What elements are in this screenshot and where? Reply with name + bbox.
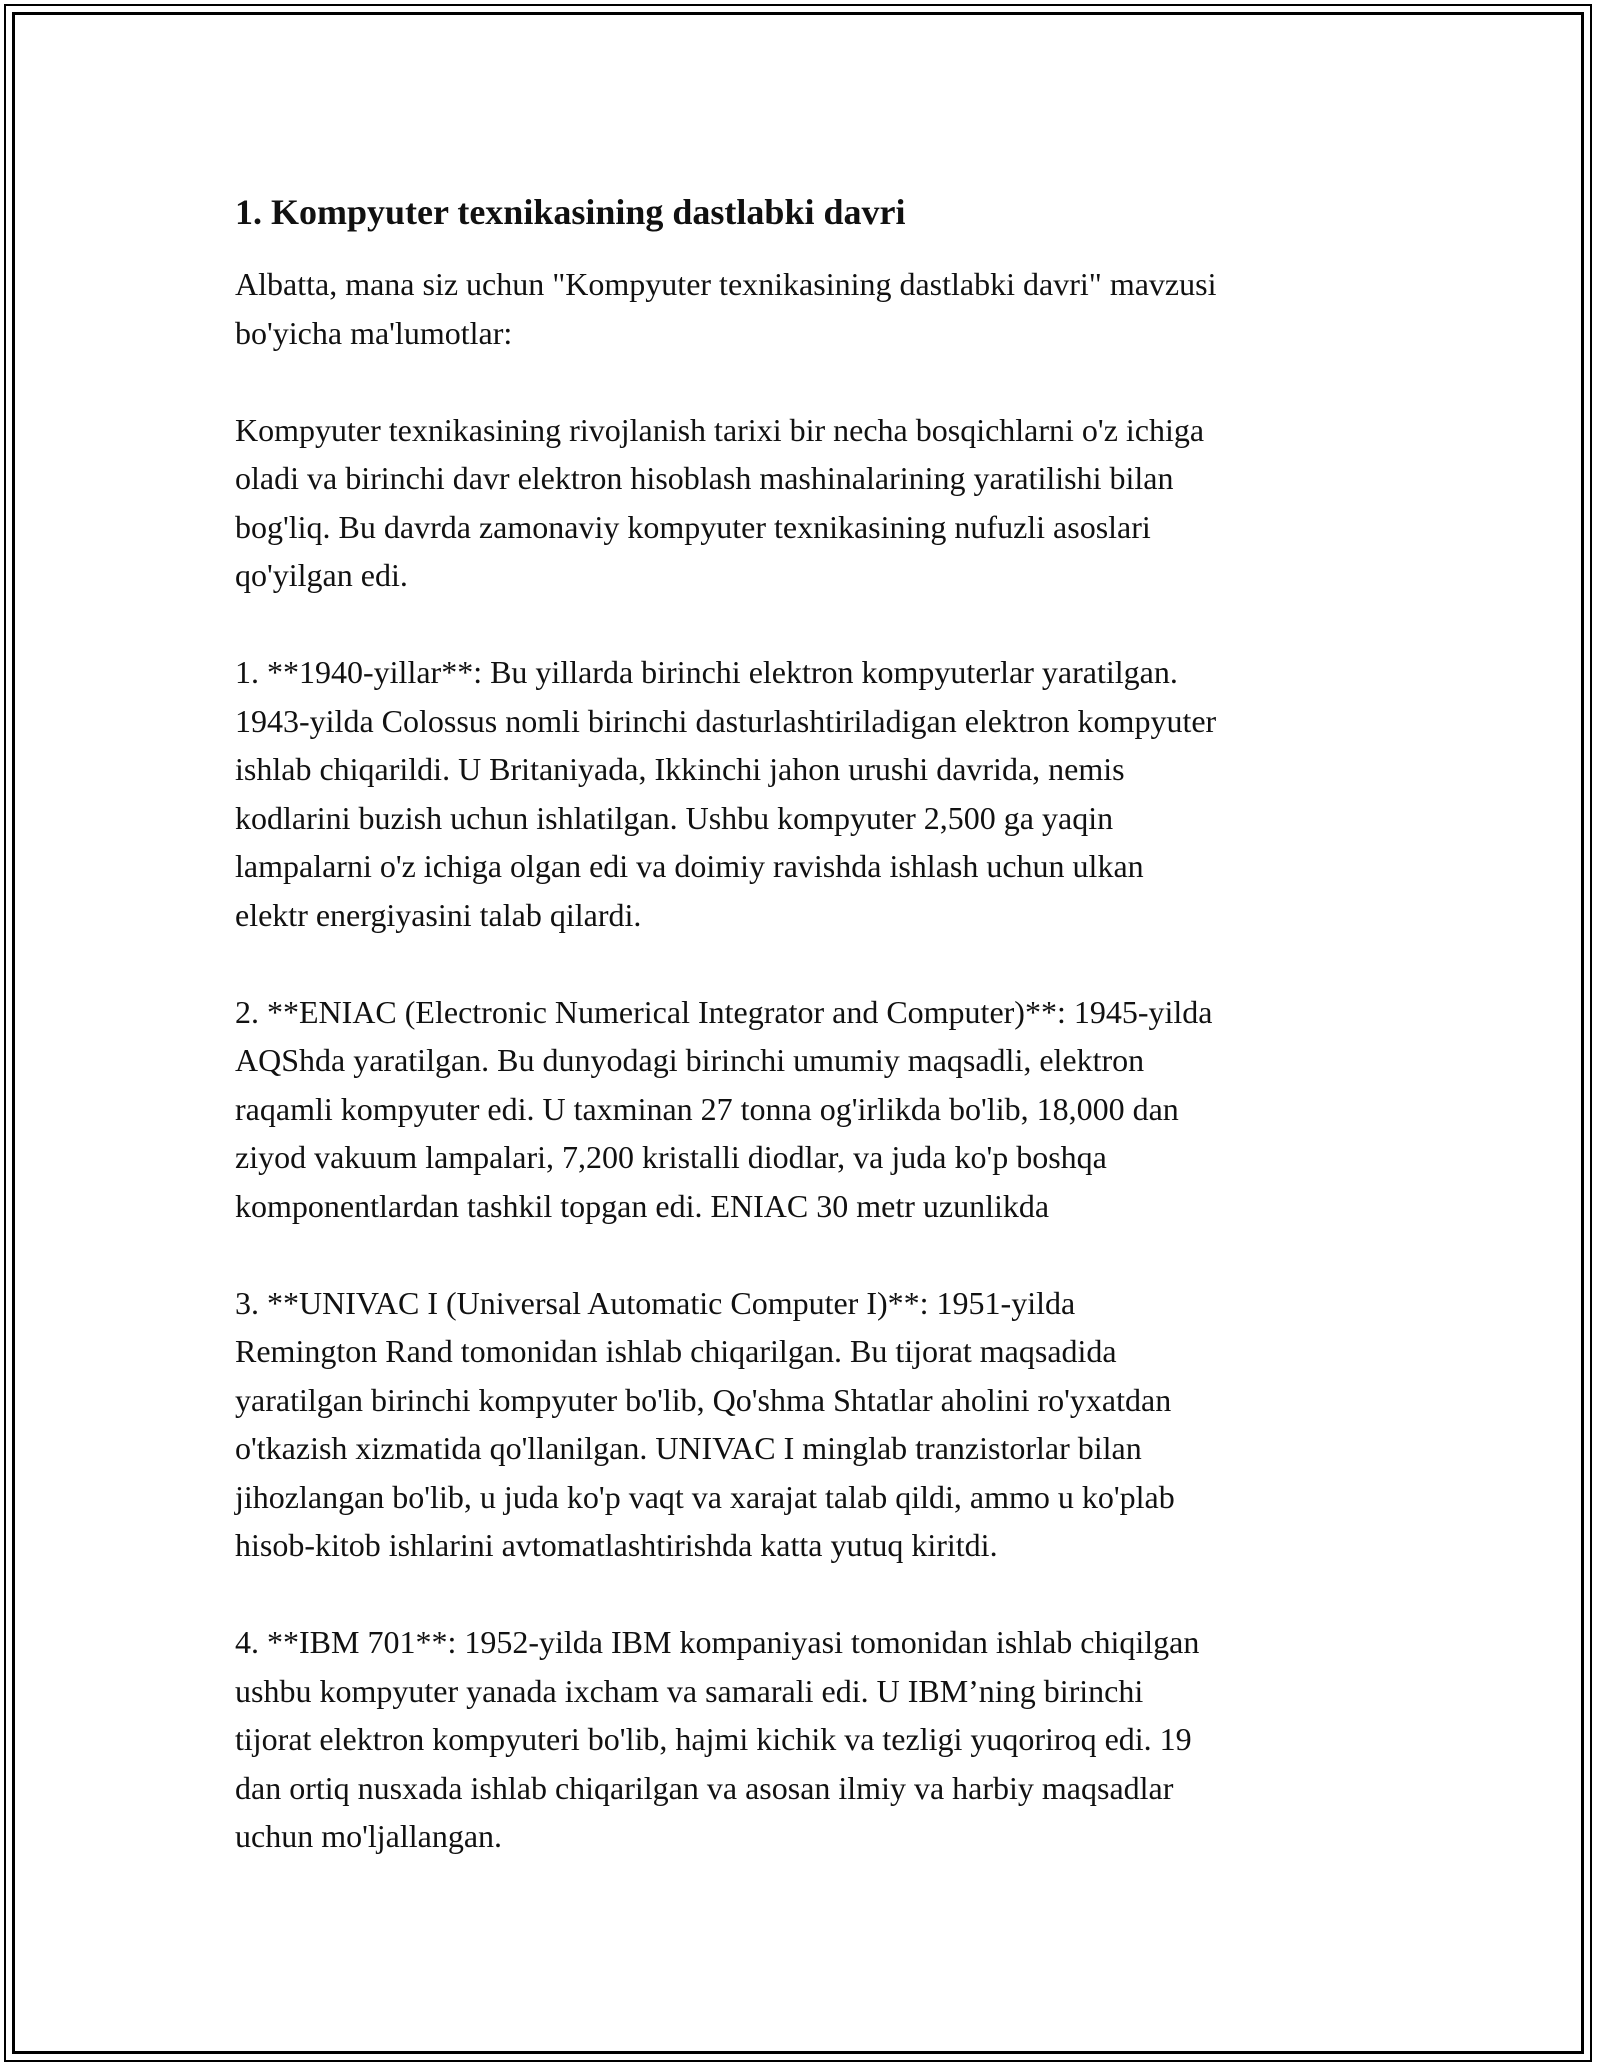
text-line: raqamli kompyuter edi. U taxminan 27 tonna og'irlikda bo'lib, 18,000 dan — [235, 1090, 1179, 1127]
text-line: Remington Rand tomonidan ishlab chiqarilgan. Bu tijorat maqsadida — [235, 1333, 1117, 1369]
text-line: dan ortiq nusxada ishlab chiqarilgan va asosan ilmiy va harbiy maqsadlar — [235, 1769, 1174, 1806]
document-title: 1. Kompyuter texnikasining dastlabki davri — [235, 192, 906, 232]
text-line: bog'liq. Bu davrda zamonaviy kompyuter texnikasining nufuzli asoslari — [235, 508, 1151, 545]
text-line: ziyod vakuum lampalari, 7,200 kristalli diodlar, va juda ko'p boshqa — [235, 1139, 1107, 1175]
text-line: ishlab chiqarildi. U Britaniyada, Ikkinchi jahon urushi davrida, nemis — [235, 751, 1125, 787]
paragraph — [235, 988, 1375, 1231]
paragraph — [235, 648, 1375, 939]
paragraph-list — [235, 260, 1375, 1861]
text-line: 3. **UNIVAC I (Universal Automatic Computer I)**: 1951-yilda — [235, 1284, 1076, 1321]
text-line: komponentlardan tashkil topgan edi. ENIAC 30 metr uzunlikda — [235, 1187, 1050, 1224]
text-line: Kompyuter texnikasining rivojlanish tarixi bir necha bosqichlarni o'z ichiga — [235, 411, 1205, 448]
text-line: uchun mo'ljallangan. — [235, 1818, 503, 1854]
paragraph — [235, 406, 1375, 600]
text-line: o'tkazish xizmatida qo'llanilgan. UNIVAC I minglab tranzistorlar bilan — [235, 1430, 1142, 1466]
text-line: bo'yicha ma'lumotlar: — [235, 314, 513, 351]
text-line: oladi va birinchi davr elektron hisoblash mashinalarining yaratilishi bilan — [235, 460, 1174, 496]
text-line: Albatta, mana siz uchun "Kompyuter texnikasining dastlabki davri" mavzusi — [235, 266, 1217, 302]
text-line: 1943-yilda Colossus nomli birinchi dasturlashtiriladigan elektron kompyuter — [235, 702, 1217, 739]
text-line: 1. **1940-yillar**: Bu yillarda birinchi elektron kompyuterlar yaratilgan. — [235, 654, 1178, 690]
text-line: 2. **ENIAC (Electronic Numerical Integrator and Computer)**: 1945-yilda — [235, 993, 1213, 1030]
text-line: yaratilgan birinchi kompyuter bo'lib, Qo'shma Shtatlar aholini ro'yxatdan — [235, 1381, 1172, 1418]
text-line: hisob-kitob ishlarini avtomatlashtirishda katta yutuq kiritdi. — [235, 1527, 998, 1563]
text-line: 4. **IBM 701**: 1952-yilda IBM kompaniyasi tomonidan ishlab chiqilgan — [235, 1624, 1200, 1660]
text-line: kodlarini buzish uchun ishlatilgan. Ushbu kompyuter 2,500 ga yaqin — [235, 799, 1114, 836]
paragraph — [235, 260, 1375, 357]
paragraph — [235, 1618, 1375, 1861]
text-line: ushbu kompyuter yanada ixcham va samarali edi. U IBM’ning birinchi — [235, 1672, 1144, 1709]
paragraph — [235, 1279, 1375, 1570]
text-line: elektr energiyasini talab qilardi. — [235, 896, 642, 933]
text-line: AQShda yaratilgan. Bu dunyodagi birinchi umumiy maqsadli, elektron — [235, 1042, 1145, 1078]
text-line: tijorat elektron kompyuteri bo'lib, hajmi kichik va tezligi yuqoriroq edi. 19 — [235, 1721, 1192, 1757]
text-line: lampalarni o'z ichiga olgan edi va doimiy ravishda ishlash uchun ulkan — [235, 848, 1144, 884]
text-line: jihozlangan bo'lib, u juda ko'p vaqt va xarajat talab qildi, ammo u ko'plab — [235, 1478, 1175, 1515]
document-body — [235, 188, 1375, 1909]
text-line: qo'yilgan edi. — [235, 557, 408, 593]
